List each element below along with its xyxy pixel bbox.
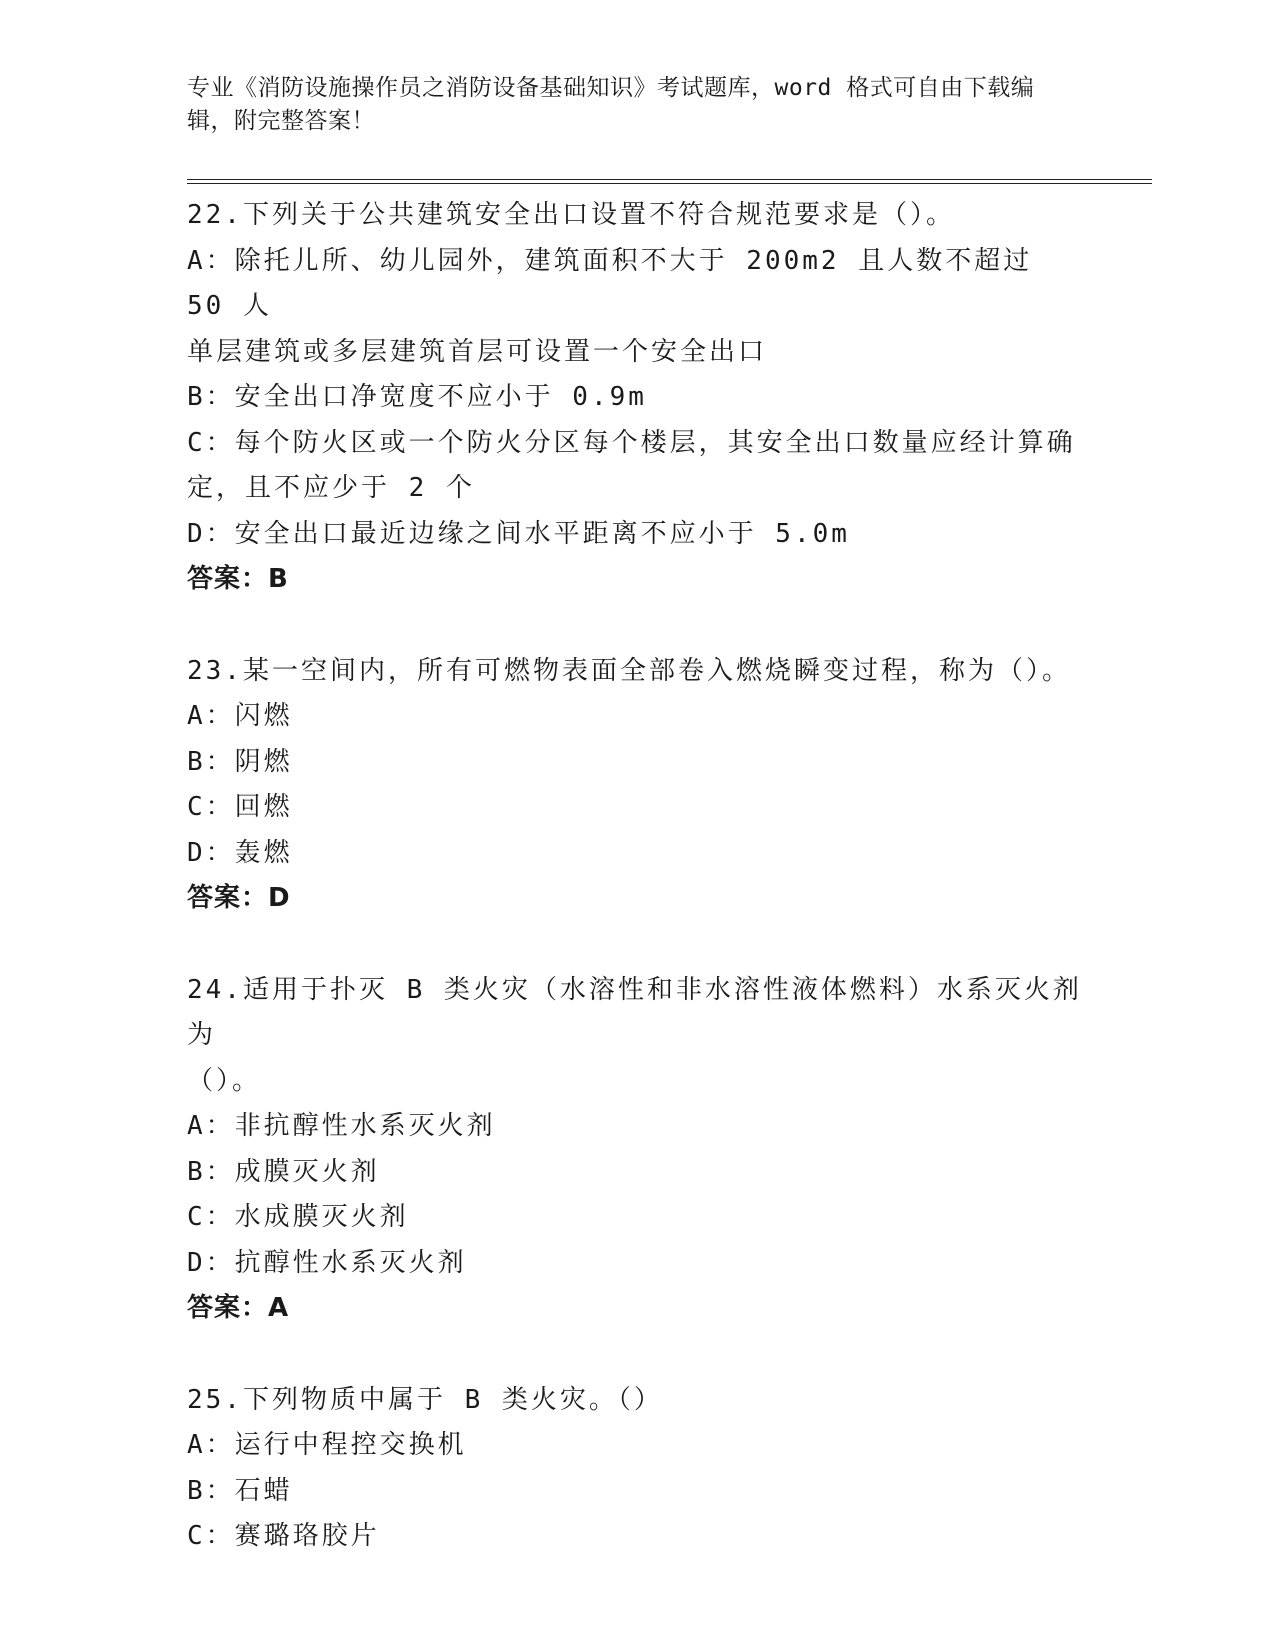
- option-c: C：水成膜灭火剂: [187, 1202, 409, 1232]
- option-c: C：回燃: [187, 792, 293, 822]
- document-header: [187, 72, 1067, 138]
- option-a: A：运行中程控交换机: [187, 1430, 467, 1460]
- question-23: [187, 649, 1087, 922]
- option-b: B：成膜灭火剂: [187, 1156, 380, 1187]
- option-d: D：安全出口最近边缘之间水平距离不应小于 5.0m: [187, 518, 850, 549]
- option-a: A：闪燃: [187, 701, 293, 731]
- option-b: B：安全出口净宽度不应小于 0.9m: [187, 382, 647, 412]
- answer: 答案：B: [187, 564, 289, 594]
- option-a-line-1: A：除托儿所、幼儿园外，建筑面积不大于 200m2 且人数不超过 50 人: [187, 245, 1051, 321]
- question-24: [187, 968, 1087, 1332]
- option-c-line-2: 定，且不应少于 2 个: [187, 473, 475, 503]
- question-stem-line-2: （）。: [187, 1065, 262, 1096]
- option-d: D：轰燃: [187, 837, 293, 868]
- question-stem: 23.某一空间内，所有可燃物表面全部卷入燃烧瞬变过程，称为（）。: [187, 655, 1071, 686]
- question-stem: 25.下列物质中属于 B 类火灾。（）: [187, 1384, 663, 1415]
- answer: 答案：A: [187, 1293, 290, 1323]
- question-stem: 22.下列关于公共建筑安全出口设置不符合规范要求是（）。: [187, 200, 955, 230]
- option-b: B：阴燃: [187, 746, 293, 777]
- question-stem-line-1: 24.适用于扑灭 B 类火灾（水溶性和非水溶性液体燃料）水系灭火剂为: [187, 974, 1082, 1050]
- question-list: [187, 193, 1087, 1606]
- option-c-line-1: C：每个防火区或一个防火分区每个楼层，其安全出口数量应经计算确: [187, 427, 1076, 458]
- answer: 答案：D: [187, 883, 291, 913]
- header-divider-top: [187, 179, 1152, 180]
- option-b: B：石蜡: [187, 1475, 293, 1506]
- option-d: D：抗醇性水系灭火剂: [187, 1247, 467, 1278]
- header-line-2: 辑，附完整答案！: [187, 108, 375, 134]
- header-divider-bottom: [187, 183, 1152, 184]
- option-a-line-2: 单层建筑或多层建筑首层可设置一个安全出口: [187, 336, 768, 367]
- question-25: [187, 1378, 1087, 1560]
- option-c: C：赛璐珞胶片: [187, 1521, 380, 1551]
- option-a: A：非抗醇性水系灭火剂: [187, 1111, 496, 1141]
- header-line-1: 专业《消防设施操作员之消防设备基础知识》考试题库，word 格式可自由下载编: [187, 75, 1035, 101]
- question-22: [187, 193, 1087, 603]
